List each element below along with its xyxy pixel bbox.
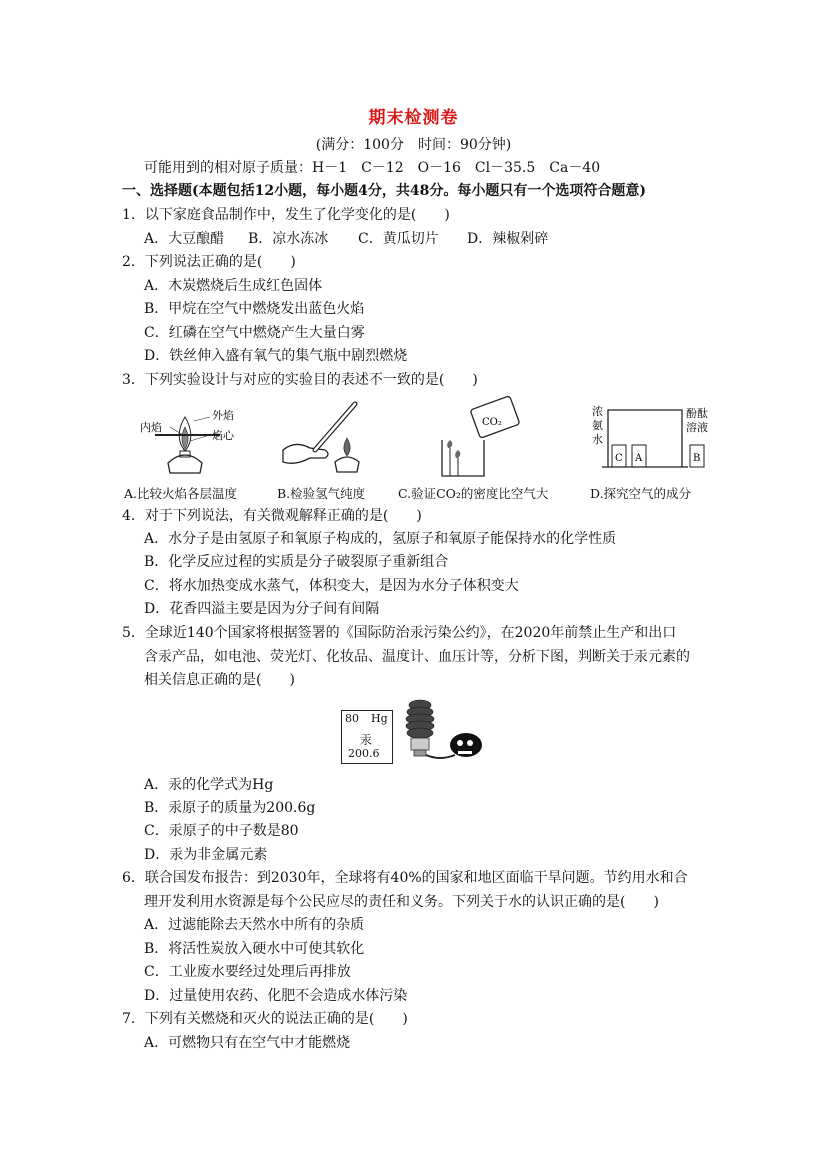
label-flame-core: 焰心 [212, 429, 234, 442]
q2-stem: 2．下列说法正确的是( ) [122, 254, 296, 270]
q5-stem-line1: 5．全球近140个国家将根据签署的《国际防治汞污染公约》，在2020年前禁止生产和出口 [122, 625, 677, 641]
label-conc-3: 水 [592, 433, 603, 446]
q2-option-c: C．红磷在空气中燃烧产生大量白雾 [144, 325, 365, 341]
q4-option-a: A．水分子是由氢原子和氧原子构成的，氢原子和氧原子能保持水的化学性质 [144, 531, 617, 547]
label-phenol-1: 酚酞 [686, 407, 708, 420]
q1-option-c: C．黄瓜切片 [358, 231, 439, 247]
q6-option-a: A．过滤能除去天然水中所有的杂质 [144, 917, 365, 933]
label-inner-flame: 内焰 [140, 421, 162, 434]
q2-option-b: B．甲烷在空气中燃烧发出蓝色火焰 [144, 301, 365, 317]
q4-option-b: B．化学反应过程的实质是分子破裂原子重新组合 [144, 554, 449, 570]
caption-d: D.探究空气的成分 [590, 486, 692, 501]
figure-c-co2-density [440, 400, 540, 480]
element-cell-mercury [341, 710, 393, 764]
q7-option-a: A．可燃物只有在空气中才能燃烧 [144, 1035, 351, 1051]
q2-option-a: A．木炭燃烧后生成红色固体 [144, 278, 323, 294]
figure-a-flame-layers [130, 405, 240, 480]
element-symbol: Hg [371, 712, 388, 725]
label-co2: CO₂ [482, 417, 502, 428]
q1-option-d: D．辣椒剁碎 [467, 231, 549, 247]
q1-option-a: A．大豆酿醋 [144, 231, 225, 247]
caption-b: B.检验氢气纯度 [277, 486, 366, 501]
label-phenol-2: 溶液 [686, 421, 708, 434]
q5-option-c: C．汞原子的中子数是80 [144, 823, 299, 839]
q2-option-d: D．铁丝伸入盛有氧气的集气瓶中剧烈燃烧 [144, 348, 408, 364]
label-conc-2: 氨 [592, 419, 603, 432]
atomic-masses: 可能用到的相对原子质量：H－1 C－12 O－16 Cl－35.5 Ca－40 [144, 160, 601, 176]
label-beaker-a: A [635, 453, 643, 464]
figure-d-air-composition [592, 405, 715, 477]
q4-option-d: D．花香四溢主要是因为分子间有间隔 [144, 601, 380, 617]
q4-stem: 4．对于下列说法，有关微观解释正确的是( ) [122, 508, 422, 524]
q3-stem: 3．下列实验设计与对应的实验目的表述不一致的是( ) [122, 372, 478, 388]
page-title: 期末检测卷 [368, 108, 459, 128]
q6-stem-line2: 理开发利用水资源是每个公民应尽的责任和义务。下列关于水的认识正确的是( ) [144, 894, 659, 910]
atomic-number: 80 [345, 712, 359, 725]
q5-option-d: D．汞为非金属元素 [144, 847, 268, 863]
q5-option-b: B．汞原子的质量为200.6g [144, 800, 316, 816]
q6-option-b: B．将活性炭放入硬水中可使其软化 [144, 941, 365, 957]
label-outer-flame: 外焰 [212, 409, 234, 422]
q4-option-c: C．将水加热变成水蒸气，体积变大，是因为水分子体积变大 [144, 578, 519, 594]
cfl-bulb-skull-image [400, 693, 495, 768]
q1-stem: 1．以下家庭食品制作中，发生了化学变化的是( ) [122, 207, 450, 223]
element-name: 汞 [360, 733, 373, 747]
atomic-mass: 200.6 [348, 747, 380, 760]
label-conc-1: 浓 [592, 405, 603, 418]
q6-stem-line1: 6．联合国发布报告：到2030年，全球将有40%的国家和地区面临干旱问题。节约用水和合 [122, 870, 688, 886]
q1-option-b: B．凉水冻冰 [248, 231, 329, 247]
q7-stem: 7．下列有关燃烧和灭火的说法正确的是( ) [122, 1011, 408, 1027]
q6-option-c: C．工业废水要经过处理后再排放 [144, 964, 351, 980]
q6-option-d: D．过量使用农药、化肥不会造成水体污染 [144, 988, 408, 1004]
caption-a: A.比较火焰各层温度 [124, 486, 238, 501]
q5-option-a: A．汞的化学式为Hg [144, 777, 274, 793]
figure-b-hydrogen-purity [275, 400, 375, 480]
label-beaker-b: B [693, 453, 701, 464]
exam-info: (满分：100分 时间：90分钟) [315, 137, 512, 153]
label-beaker-c: C [615, 453, 623, 464]
section-heading: 一、选择题(本题包括12小题，每小题4分，共48分。每小题只有一个选项符合题意) [122, 183, 646, 199]
q5-stem-line3: 相关信息正确的是( ) [144, 672, 295, 688]
q5-stem-line2: 含汞产品，如电池、荧光灯、化妆品、温度计、血压计等，分析下图，判断关于汞元素的 [144, 649, 690, 665]
caption-c: C.验证CO₂的密度比空气大 [398, 486, 549, 501]
